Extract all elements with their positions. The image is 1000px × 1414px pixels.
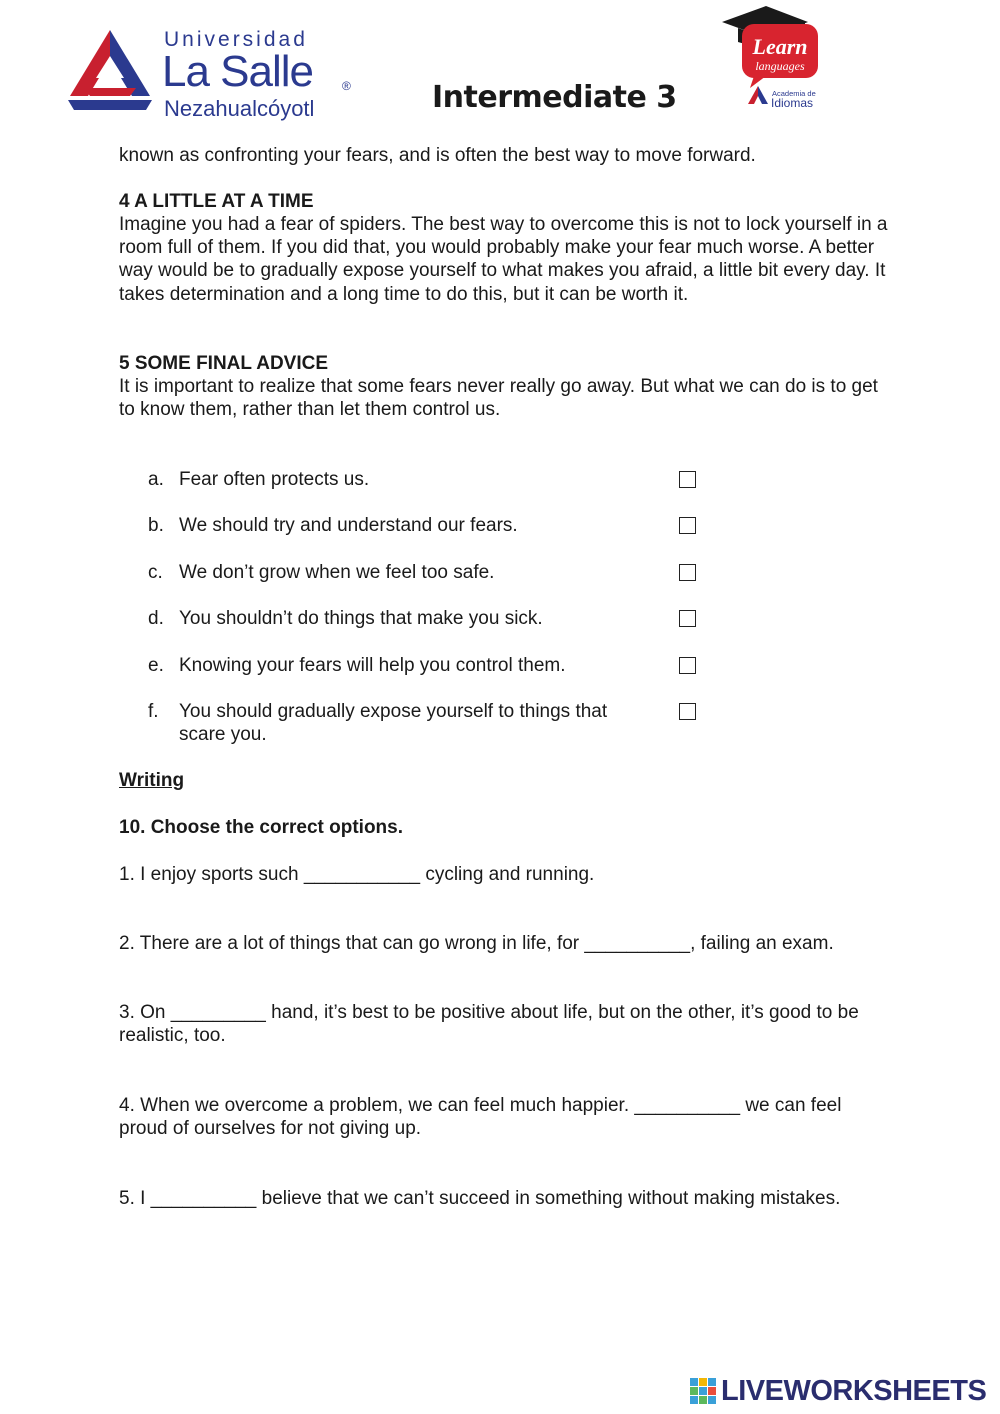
checkbox[interactable]: [679, 703, 696, 720]
item-text: Fear often protects us.: [179, 469, 370, 490]
item-letter: a.: [148, 469, 164, 490]
list-item: [148, 607, 708, 653]
checkbox[interactable]: [679, 564, 696, 581]
question-5[interactable]: 5. I __________ believe that we can’t succeed in something without making mistakes.: [119, 1188, 841, 1209]
list-item: [148, 700, 708, 770]
statement-list: [148, 468, 708, 770]
footer-brand: LIVEWORKSHEETS: [721, 1375, 987, 1407]
university-line1: Universidad: [164, 28, 308, 51]
writing-heading: Writing: [119, 770, 185, 791]
page-title: Intermediate 3: [432, 80, 677, 115]
academy-line2: Idiomas: [771, 96, 814, 110]
item-text: Knowing your fears will help you control them.: [179, 654, 566, 676]
question-1[interactable]: 1. I enjoy sports such ___________ cycling and running.: [119, 864, 595, 885]
la-salle-logo: [66, 26, 366, 122]
item-text: You should gradually expose yourself to things that scare you.: [179, 700, 608, 746]
item-letter: d.: [148, 608, 164, 630]
section4-heading: 4 A LITTLE AT A TIME: [119, 191, 314, 212]
university-line2: La Salle: [162, 47, 314, 96]
list-item: [148, 561, 708, 607]
la-salle-star-icon: [66, 26, 366, 122]
checkbox[interactable]: [679, 517, 696, 534]
list-item: [148, 514, 708, 560]
item-letter: f.: [148, 700, 159, 722]
item-text: We don’t grow when we feel too safe.: [179, 561, 495, 583]
checkbox[interactable]: [679, 610, 696, 627]
academy-star-icon: [748, 86, 768, 104]
question-3[interactable]: 3. On _________ hand, it’s best to be positive about life, but on the other, it’s good to be realistic, too.: [119, 1002, 859, 1047]
item-text: You shouldn’t do things that make you sick.: [179, 608, 543, 630]
liveworksheets-logo: [690, 1374, 990, 1408]
university-line3: Nezahualcóyotl: [164, 96, 315, 121]
intro-continuation: known as confronting your fears, and is often the best way to move forward.: [119, 145, 756, 166]
item-letter: b.: [148, 515, 164, 537]
list-item: [148, 468, 708, 514]
liveworksheets-grid-icon: [690, 1378, 718, 1404]
exercise-title: 10. Choose the correct options.: [119, 817, 403, 838]
section5-text: It is important to realize that some fears never really go away. But what we can do is to get to know them, rather than let them control us.: [119, 376, 878, 421]
question-2[interactable]: 2. There are a lot of things that can go wrong in life, for __________, failing an exam.: [119, 933, 834, 954]
learn-languages-logo: [718, 0, 828, 112]
badge-line1: Learn: [752, 34, 808, 59]
item-letter: c.: [148, 561, 163, 583]
badge-line2: languages: [755, 59, 805, 73]
item-text: We should try and understand our fears.: [179, 515, 518, 537]
checkbox[interactable]: [679, 657, 696, 674]
checkbox[interactable]: [679, 471, 696, 488]
item-letter: e.: [148, 654, 164, 676]
question-4[interactable]: 4. When we overcome a problem, we can feel much happier. __________ we can feel proud of ourselves for not giving up.: [119, 1095, 842, 1140]
section5-heading: 5 SOME FINAL ADVICE: [119, 353, 329, 374]
section4-text: Imagine you had a fear of spiders. The best way to overcome this is not to lock yourself in a room full of them. If you did that, you would probably make your fear much worse. A better way would be to gradually expose yourself to what makes you afraid, a little bit every day. It takes determination and a long time to do this, but it can be worth it.: [119, 214, 888, 305]
academy-line1: Academia de: [772, 89, 816, 98]
list-item: [148, 654, 708, 700]
registered-mark: ®: [342, 79, 351, 93]
